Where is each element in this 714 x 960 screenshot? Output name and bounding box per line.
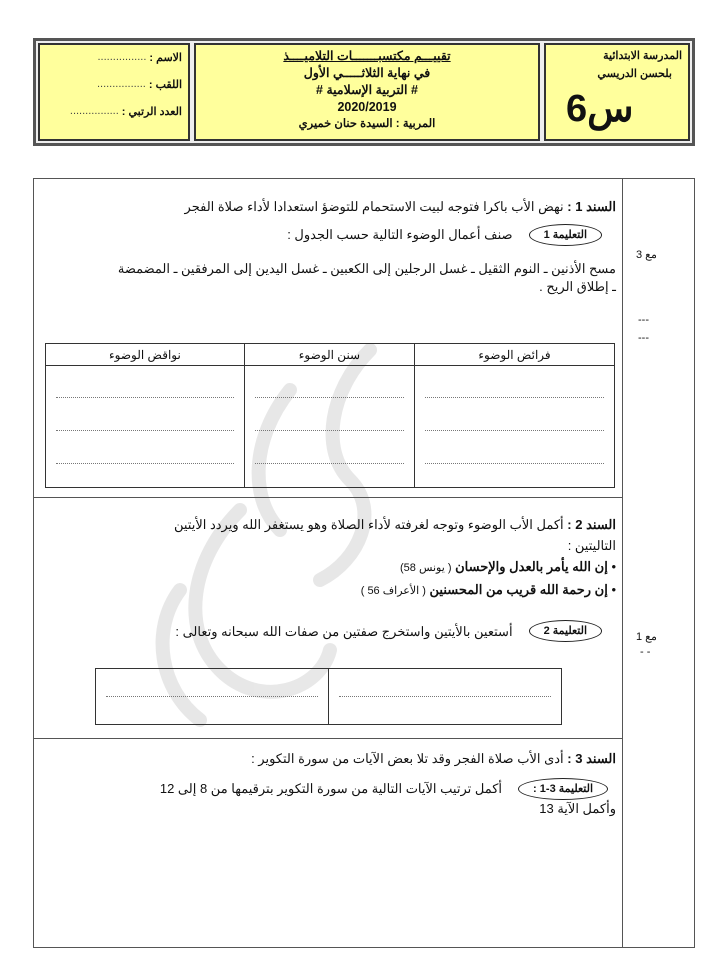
surname-field[interactable]: ................ [96, 78, 146, 90]
section-2 [44, 514, 616, 642]
sanad-2: السند 2 : أكمل الأب الوضوء وتوجه لغرفته لأداء الصلاة وهو يستغفر الله ويردد الأيتين [173, 517, 616, 532]
margin-divider [622, 178, 623, 948]
sanad-3: السند 3 : أدى الأب صلاة الفجر وقد تلا بعض الآيات من سورة التكوير : [251, 751, 616, 766]
verse-2: • إن رحمة الله قريب من المحسنين ( الأعراف 56 ) [360, 582, 616, 597]
sunan-answer-cell[interactable] [244, 366, 414, 488]
number-label: العدد الرتبي : [121, 106, 182, 118]
attributes-answer-table [95, 668, 562, 725]
section-divider [33, 497, 622, 498]
items-line-1: مسح الأذنين ـ النوم الثقيل ـ غسل الرجلين إلى الكعبين ـ غسل اليدين إلى المرفقين ـ المضمضة [117, 261, 616, 276]
instruction-2 [44, 620, 616, 642]
instruction-1-text: صنف أعمال الوضوء التالية حسب الجدول : [287, 227, 513, 242]
sanad-1: السند 1 : نهض الأب باكرا فتوجه لبيت الاستحمام للتوضؤ استعدادا لأداء صلاة الفجر [184, 199, 616, 214]
surname-label: اللقب : [148, 79, 182, 91]
number-field[interactable]: ................ [69, 105, 119, 117]
faraid-answer-cell[interactable] [415, 366, 615, 488]
instruction-3-text-cont: وأكمل الآية 13 [539, 801, 616, 816]
teacher-name: المربية : السيدة حنان خميري [298, 118, 436, 130]
wudu-table [45, 343, 615, 488]
table-header-sunan: سنن الوضوء [244, 344, 414, 366]
school-location: بلحسن الدريسي [597, 68, 672, 80]
title-cell [194, 43, 540, 141]
school-year: 2020/2019 [337, 100, 397, 114]
school-cell [544, 43, 690, 141]
grade-label: س6 [566, 88, 634, 130]
attribute-answer-2[interactable] [96, 669, 329, 725]
name-field[interactable]: ................ [97, 51, 147, 63]
exam-title: تقييـــم مكتسبـــــــات التلاميــــذ [283, 49, 451, 63]
student-info-cell [38, 43, 190, 141]
exam-period: في نهاية الثلاثـــــي الأول [303, 66, 431, 80]
instruction-1-badge: التعليمة 1 [529, 224, 602, 246]
instruction-2-text: أستعين بالأيتين واستخرج صفتين من صفات الله سبحانه وتعالى : [175, 623, 513, 639]
section-3 [44, 750, 616, 818]
exam-header [33, 38, 695, 146]
verse-1: • إن الله يأمر بالعدل والإحسان ( يونس 58) [399, 559, 616, 574]
score-field-3[interactable]: - - [640, 646, 651, 658]
instruction-3 [44, 778, 616, 800]
school-name: المدرسة الابتدائية [603, 50, 682, 62]
name-label: الاسم : [149, 52, 182, 64]
score-field-1[interactable]: --- [638, 314, 649, 326]
instruction-3-text: أكمل ترتيب الآيات التالية من سورة التكوير بترقيمها من 8 إلى 12 [159, 781, 503, 796]
section-1 [44, 198, 616, 296]
instruction-3-badge: التعليمة 3-1 : [518, 778, 608, 800]
exam-subject: # التربية الإسلامية # [316, 83, 418, 97]
mark-criterion-3: مع 3 [636, 249, 657, 261]
instruction-2-badge: التعليمة 2 [529, 620, 602, 642]
instruction-1 [44, 224, 616, 246]
table-header-nawaqid: نواقض الوضوء [46, 344, 245, 366]
sanad-2-cont: التاليتين : [567, 538, 616, 553]
items-line-2: ـ إطلاق الريح . [539, 279, 616, 294]
nawaqid-answer-cell[interactable] [46, 366, 245, 488]
mark-criterion-1: مع 1 [636, 631, 657, 643]
attribute-answer-1[interactable] [329, 669, 562, 725]
score-field-2: --- [638, 332, 649, 344]
section-divider [33, 738, 622, 739]
table-header-faraid: فرائض الوضوء [415, 344, 615, 366]
